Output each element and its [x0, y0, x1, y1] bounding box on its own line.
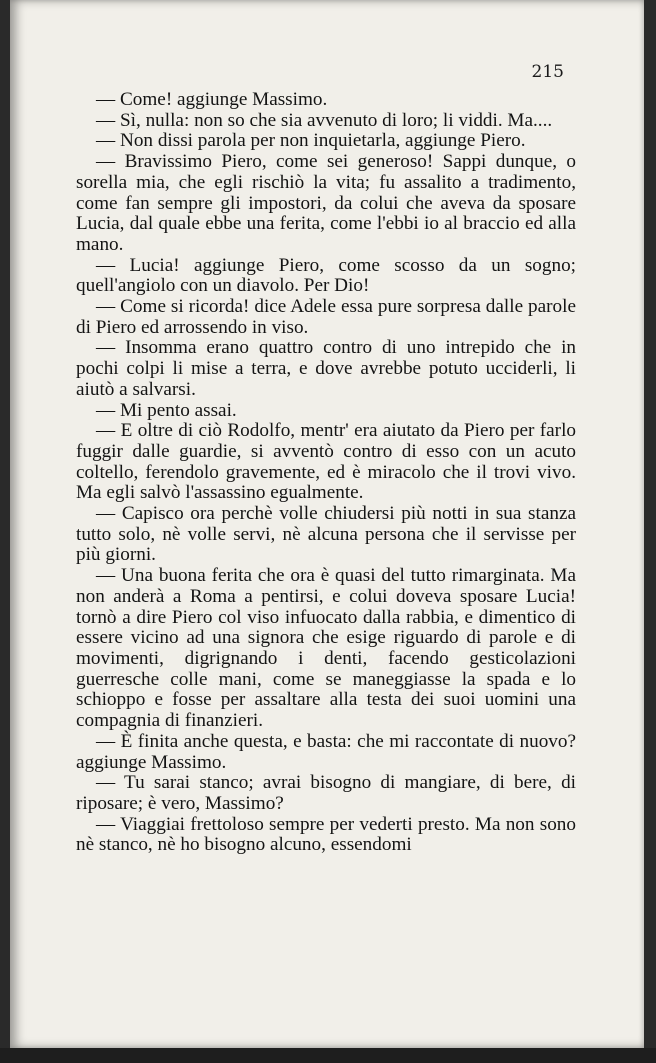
paragraph: — Viaggiai frettoloso sempre per vederti presto. Ma non sono nè stanco, nè ho bisogno alcuno, essendomi — [76, 813, 576, 856]
paragraph: — Non dissi parola per non inquietarla, aggiunge Piero. — [96, 130, 526, 152]
paragraph: — Insomma erano quattro contro di uno intrepido che in pochi colpi li mise a terra, e dove avrebbe potuto ucciderli, li aiutò a salvarsi. — [76, 337, 576, 400]
paragraph: — Come si ricorda! dice Adele essa pure sorpresa dalle parole di Piero ed arrossendo in viso. — [76, 296, 576, 338]
page-text — [76, 90, 576, 856]
paragraph: — Capisco ora perchè volle chiudersi più notti in sua stanza tutto solo, nè volle servi, nè alcuna persona che il servisse per più giorni. — [76, 503, 576, 566]
book-page — [10, 0, 644, 1048]
page-number: 215 — [531, 62, 564, 82]
paragraph: — È finita anche questa, e basta: che mi raccontate di nuovo? aggiunge Massimo. — [76, 730, 576, 773]
scan-bottom-edge — [0, 1048, 656, 1063]
paragraph: — Lucia! aggiunge Piero, come scosso da un sogno; quell'angiolo con un diavolo. Per Dio! — [76, 254, 576, 297]
paragraph: — Tu sarai stanco; avrai bisogno di mangiare, di bere, di riposare; è vero, Massimo? — [76, 772, 576, 814]
paragraph: — E oltre di ciò Rodolfo, mentr' era aiutato da Piero per farlo fuggir dalle guardie, si avventò contro di esso con un acuto coltello, ferendolo gravemente, ed è miracolo che il trovi vivo. Ma egli salvò l'assassino egualmente. — [76, 420, 576, 504]
paragraph: — Bravissimo Piero, come sei generoso! Sappi dunque, o sorella mia, che egli rischiò la vita; fu assalito a tradimento, come fan sempre gli impostori, da colui che aveva da sposare Lucia, dal quale ebbe una ferita, come l'ebbi io al braccio ed alla mano. — [76, 151, 576, 255]
paragraph: — Sì, nulla: non so che sia avvenuto di loro; li viddi. Ma.... — [96, 109, 553, 131]
paragraph: — Come! aggiunge Massimo. — [96, 89, 328, 110]
paragraph: — Mi pento assai. — [96, 399, 237, 421]
paragraph: — Una buona ferita che ora è quasi del tutto rimarginata. Ma non anderà a Roma a pentirsi, e colui doveva sposare Lucia! tornò a dire Piero col viso infuocato dalla rabbia, e dimentico di essere vicino ad una signora che esige riguardo di parole e di movimenti, digrignando i denti, facendo gesticolazioni guerresche colle mani, come se maneggiasse la spada e lo schioppo e fosse per assaltare alla testa dei suoi uomini una compagnia di finanzieri. — [76, 565, 576, 732]
